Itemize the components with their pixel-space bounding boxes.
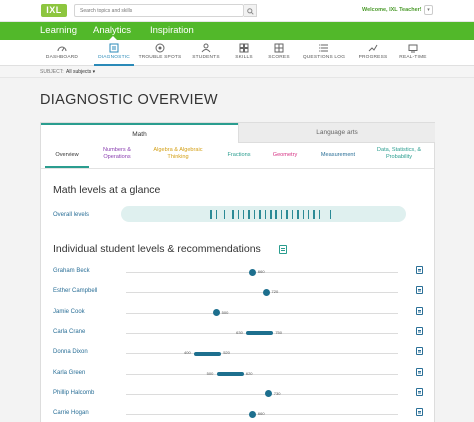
subject-tab-math[interactable]: Math [41, 123, 238, 143]
analytics-subnav [0, 40, 474, 66]
category-divider [41, 168, 434, 169]
overall-level-tick [254, 210, 256, 219]
overall-level-tick [216, 210, 218, 219]
real-time-icon [408, 43, 418, 53]
questions-log-icon [319, 43, 329, 53]
search-icon [247, 8, 254, 15]
student-level-value: 730 [273, 390, 281, 396]
level-track [126, 313, 398, 314]
overall-level-tick [308, 210, 310, 219]
student-level-dot [263, 289, 270, 296]
student-level-dot [265, 390, 272, 397]
progress-icon [368, 43, 378, 53]
student-level-value: 660 [257, 411, 265, 417]
account-dropdown-button[interactable]: ▾ [424, 5, 433, 15]
search-input[interactable] [74, 4, 244, 17]
level-track [126, 394, 398, 395]
student-level-value: 660 [257, 269, 265, 274]
tab-scores[interactable]: SCORES [264, 43, 294, 60]
student-level-range [194, 352, 221, 356]
student-row [41, 309, 434, 329]
tab-trouble-spots[interactable]: TROUBLE SPOTS [138, 43, 182, 60]
subject-filter-bar [0, 66, 474, 78]
range-high-value: 520 [223, 350, 230, 356]
overall-level-tick [265, 210, 267, 219]
welcome-text[interactable]: Welcome, IXL Teacher! [362, 7, 422, 13]
page-title: DIAGNOSTIC OVERVIEW [40, 92, 218, 108]
student-row [41, 329, 434, 349]
overall-level-tick [259, 210, 261, 219]
overall-level-tick [297, 210, 299, 219]
overall-level-tick [313, 210, 315, 219]
tab-real-time[interactable]: REAL-TIME [396, 43, 430, 60]
recommendations-doc-icon[interactable] [416, 408, 423, 416]
top-header [0, 0, 474, 22]
recommendations-doc-icon[interactable] [416, 368, 423, 376]
range-high-value: 620 [245, 370, 253, 376]
student-level-value: 500 [221, 309, 229, 315]
tab-questions-log[interactable]: QUESTIONS LOG [300, 43, 348, 60]
diagnostic-icon [109, 43, 119, 53]
overall-level-tick [286, 210, 288, 219]
category-tab-numbers-operations[interactable]: Numbers & Operations [103, 147, 131, 160]
overall-level-tick [224, 210, 226, 219]
student-row [41, 410, 434, 422]
student-name-link[interactable]: Esther Campbell [53, 288, 98, 295]
overall-level-tick [281, 210, 283, 219]
target-icon [155, 43, 165, 53]
nav-learning[interactable]: Learning [40, 25, 77, 36]
nav-analytics[interactable]: Analytics [93, 25, 132, 36]
student-name-link[interactable]: Jamie Cook [53, 308, 85, 315]
range-low-value: 400 [184, 350, 191, 356]
gauge-icon [57, 43, 67, 53]
student-level-range [246, 331, 273, 335]
tab-students[interactable]: STUDENTS [190, 43, 222, 60]
subject-filter-label: SUBJECT: [40, 69, 64, 75]
student-name-link[interactable]: Carla Crane [53, 328, 86, 335]
student-row [41, 390, 434, 410]
student-name-link[interactable]: Graham Beck [53, 268, 90, 274]
overall-level-tick [275, 210, 277, 219]
nav-inspiration[interactable]: Inspiration [150, 25, 194, 36]
scores-icon [274, 43, 284, 53]
search-button[interactable] [244, 4, 257, 17]
level-track [126, 374, 398, 375]
student-level-value: 720 [271, 289, 279, 295]
overall-levels-bar [121, 206, 406, 222]
students-icon [201, 43, 211, 53]
category-tab-measurement[interactable]: Measurement [320, 152, 356, 158]
student-name-link[interactable]: Karla Green [53, 369, 86, 376]
subject-filter-dropdown[interactable]: All subjects ▾ [66, 69, 96, 75]
diagnostic-panel [40, 122, 435, 422]
student-name-link[interactable]: Carrie Hogan [53, 410, 89, 417]
tab-skills[interactable]: SKILLS [230, 43, 258, 60]
range-low-value: 630 [236, 329, 243, 335]
student-level-dot [249, 269, 256, 276]
ixl-logo[interactable]: IXL [41, 4, 67, 17]
category-tab-geometry[interactable]: Geometry [272, 152, 298, 158]
subject-tab-language-arts[interactable]: Language arts [238, 123, 435, 143]
skills-icon [239, 43, 249, 53]
overall-level-tick [243, 210, 245, 219]
glance-title: Math levels at a glance [53, 184, 161, 196]
overall-level-tick [330, 210, 332, 219]
student-row [41, 370, 434, 390]
category-tab-fractions[interactable]: Fractions [227, 152, 251, 158]
category-tab-data-statistics[interactable]: Data, Statistics, & Probability [376, 147, 422, 160]
recommendations-doc-icon[interactable] [416, 307, 423, 315]
overall-level-tick [210, 210, 212, 219]
individual-title: Individual student levels & recommendations [53, 243, 261, 255]
level-track [126, 353, 398, 354]
category-tab-overview[interactable]: Overview [55, 152, 79, 158]
tab-dashboard[interactable]: DASHBOARD [44, 43, 80, 60]
overall-level-tick [319, 210, 321, 219]
recommendations-doc-icon[interactable] [416, 327, 423, 335]
recommendations-doc-icon[interactable] [416, 266, 423, 274]
overall-level-tick [238, 210, 240, 219]
student-level-dot [249, 411, 256, 418]
student-level-dot [213, 309, 220, 316]
student-row [41, 288, 434, 308]
student-row [41, 268, 434, 288]
overall-level-tick [232, 210, 234, 219]
overall-levels-label: Overall levels [53, 212, 90, 218]
recommendations-doc-icon[interactable] [416, 388, 423, 396]
student-row [41, 349, 434, 369]
student-level-range [217, 372, 244, 376]
tab-diagnostic[interactable]: DIAGNOSTIC [94, 43, 134, 60]
recommendations-doc-icon[interactable] [416, 347, 423, 355]
student-name-link[interactable]: Donna Dixon [53, 349, 88, 356]
overall-level-tick [270, 210, 272, 219]
main-nav [0, 22, 474, 40]
student-name-link[interactable]: Phillip Halcomb [53, 389, 95, 396]
range-high-value: 750 [275, 329, 283, 335]
recommendations-doc-icon[interactable] [416, 286, 423, 294]
range-low-value: 500 [206, 370, 214, 376]
recommendations-icon[interactable] [279, 245, 287, 254]
overall-level-tick [248, 210, 250, 219]
level-track [126, 292, 398, 293]
tab-progress[interactable]: PROGRESS [356, 43, 390, 60]
overall-level-tick [292, 210, 294, 219]
overall-level-tick [303, 210, 305, 219]
category-tab-algebra[interactable]: Algebra & Algebraic Thinking [153, 147, 203, 160]
